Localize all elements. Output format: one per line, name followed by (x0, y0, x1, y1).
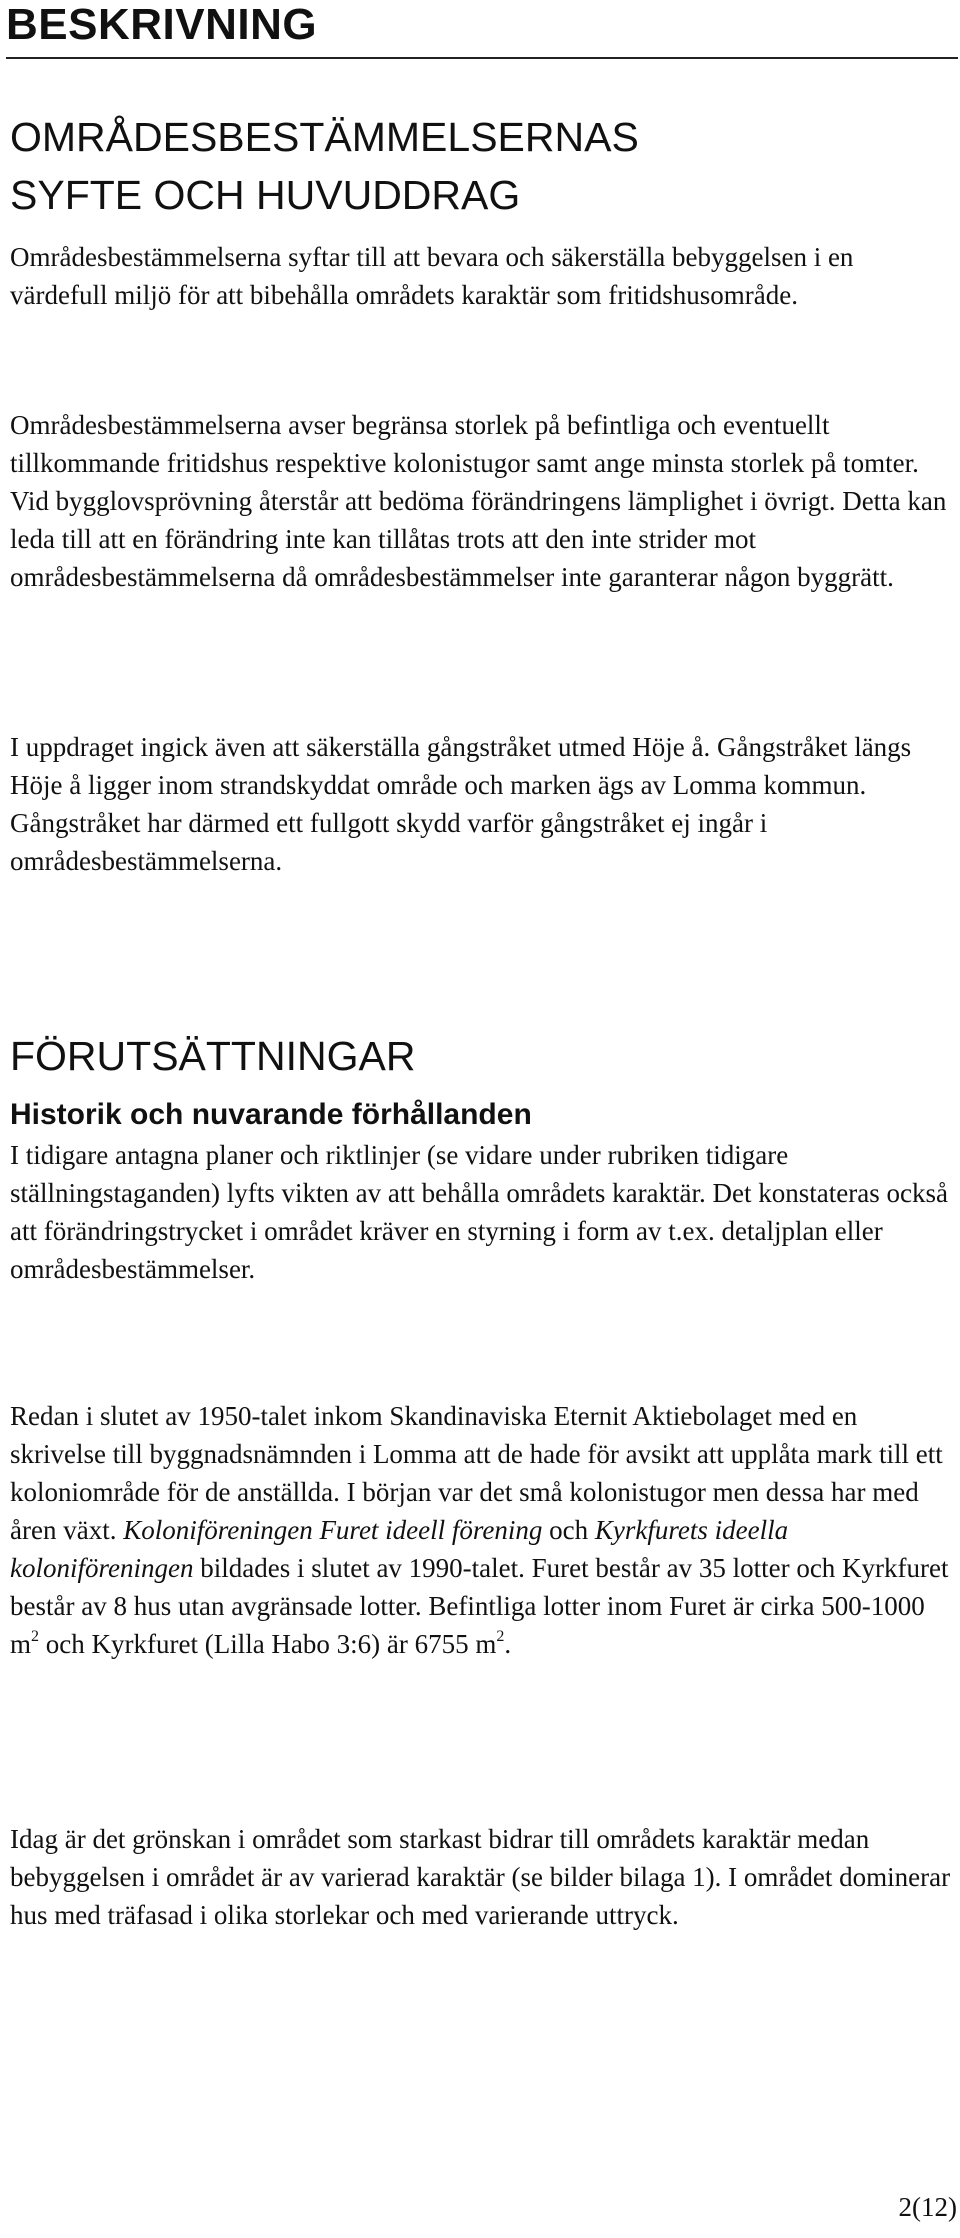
paragraph-historik-2 (10, 1397, 955, 1663)
subsection-heading-historik: Historik och nuvarande förhållanden (10, 1098, 532, 1131)
text-run: Redan i slutet av 1950-talet inkom Skandinaviska Eternit Aktiebolaget med en skrivelse till byggnadsnämnden i Lomma att de hade för avsikt att upplåta mark till ett koloniområde för de anställda. I början var det små kolonistugor men dessa har med åren växt. (10, 1401, 943, 1545)
chapter-title: BESKRIVNING (6, 0, 318, 49)
section-heading-forutsattningar: FÖRUTSÄTTNINGAR (10, 1033, 416, 1079)
association-name-furet: Koloniföreningen Furet ideell förening (123, 1515, 543, 1545)
superscript: 2 (31, 1628, 40, 1645)
paragraph-syfte-3: I uppdraget ingick även att säkerställa gångstråket utmed Höje å. Gångstråket längs Höje å ligger inom strandskyddat område och marken ägs av Lomma kommun. Gångstråket har därmed ett fullgott skydd varför gångstråket ej ingår i områdesbestämmelserna. (10, 732, 912, 876)
section-heading-syfte: OMRÅDESBESTÄMMELSERNAS SYFTE OCH HUVUDDRAG (10, 114, 639, 218)
text-run: och Kyrkfuret (Lilla Habo 3:6) är 6755 m (39, 1629, 497, 1659)
superscript: 2 (496, 1628, 505, 1645)
text-run: bildades i slutet av 1990-talet. Furet består av 35 lotter och Kyrkfuret består av 8 hus utan avgränsade lotter. Befintliga lotter inom Furet är cirka 500-1000 m (10, 1553, 949, 1659)
paragraph-historik-1: I tidigare antagna planer och riktlinjer (se vidare under rubriken tidigare ställningstaganden) lyfts vikten av att behålla områdets karaktär. Det konstateras också att förändringstrycket i området kräver en styrning i form av t.ex. detaljplan eller områdesbestämmelser. (10, 1140, 948, 1284)
paragraph-syfte-1: Områdesbestämmelserna syftar till att bevara och säkerställa bebyggelsen i en värdefull miljö för att bibehålla områdets karaktär som fritidshusområde. (10, 242, 854, 310)
association-name-kyrkfuret: Kyrkfurets ideella koloniföreningen (10, 1515, 789, 1583)
title-divider (6, 57, 958, 59)
paragraph-historik-3: Idag är det grönskan i området som starkast bidrar till områdets karaktär medan bebyggelsen i området är av varierad karaktär (se bilder bilaga 1). I området dominerar hus med träfasad i olika storlekar och med varierande uttryck. (10, 1824, 951, 1930)
page-number: 2(12) (898, 2192, 957, 2222)
text-run: . (504, 1629, 512, 1659)
text-run: och (542, 1515, 595, 1545)
paragraph-syfte-2: Områdesbestämmelserna avser begränsa storlek på befintliga och eventuellt tillkommande fritidshus respektive kolonistugor samt ange minsta storlek på tomter. Vid bygglovsprövning återstår att bedöma förändringens lämplighet i övrigt. Detta kan leda till att en förändring inte kan tillåtas trots att den inte strider mot områdesbestämmelserna då områdesbestämmelser inte garanterar någon byggrätt. (10, 410, 947, 592)
